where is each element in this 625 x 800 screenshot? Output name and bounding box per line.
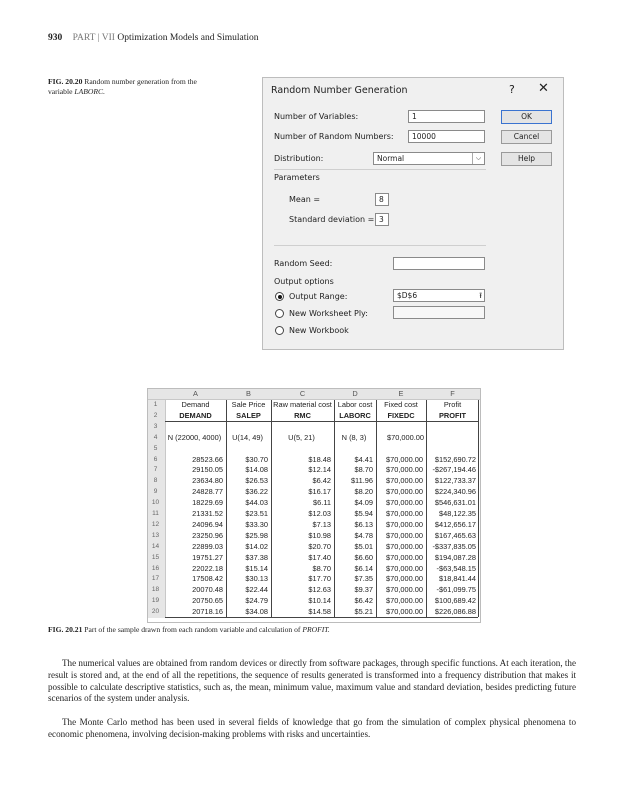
table-cell[interactable]: -$63,548.15	[436, 563, 476, 573]
row-header[interactable]: 20	[151, 608, 160, 616]
num-variables-label: Number of Variables:	[274, 112, 359, 121]
header-cell[interactable]: LABORC	[339, 410, 371, 420]
row-header[interactable]: 5	[153, 444, 158, 452]
table-cell[interactable]: $9.37	[354, 585, 373, 595]
num-random-label: Number of Random Numbers:	[274, 132, 394, 141]
table-cell[interactable]: 22899.03	[192, 541, 223, 551]
table-cell[interactable]: $70,000.00	[386, 607, 423, 617]
help-question-icon[interactable]: ?	[509, 83, 515, 96]
dialog-title: Random Number Generation	[271, 85, 408, 96]
figure-text: Part of the sample drawn from each random variable and calculation of	[84, 625, 301, 634]
row-header[interactable]: 18	[151, 586, 160, 594]
table-cell[interactable]: -$61,099.75	[436, 585, 476, 595]
output-options-label: Output options	[274, 277, 334, 286]
table-cell[interactable]: $70,000.00	[386, 465, 423, 475]
table-cell[interactable]: $6.42	[312, 476, 331, 486]
table-cell[interactable]: 28523.66	[192, 454, 223, 464]
cell-border	[271, 400, 272, 617]
table-cell[interactable]: $167,465.63	[434, 530, 476, 540]
table-cell[interactable]: 20070.48	[192, 585, 223, 595]
table-cell[interactable]: $18.48	[308, 454, 331, 464]
table-cell[interactable]: $6.13	[354, 519, 373, 529]
table-cell[interactable]: $25.98	[245, 530, 268, 540]
row-header[interactable]: 8	[153, 477, 158, 485]
table-cell[interactable]: $16.17	[308, 487, 331, 497]
figure-variable: PROFIT.	[302, 625, 330, 634]
parameters-label: Parameters	[274, 173, 320, 182]
table-cell[interactable]: $11.96	[350, 476, 373, 486]
table-cell[interactable]: $4.09	[354, 498, 373, 508]
divider	[274, 169, 486, 170]
table-cell[interactable]: $4.41	[354, 454, 373, 464]
row-header[interactable]: 3	[153, 422, 158, 430]
table-cell[interactable]: $412,656.17	[434, 519, 476, 529]
table-cell[interactable]: 24828.77	[192, 487, 223, 497]
table-cell[interactable]: $36.22	[245, 487, 268, 497]
distribution-cell[interactable]: N (22000, 4000)	[167, 432, 222, 442]
table-cell[interactable]: $226,086.88	[434, 607, 476, 617]
figure-label: FIG. 20.20	[48, 77, 83, 86]
table-cell[interactable]: $70,000.00	[386, 541, 423, 551]
mean-label: Mean =	[289, 195, 321, 204]
table-cell[interactable]: $546,631.01	[434, 498, 476, 508]
header-cell[interactable]: PROFIT	[438, 410, 467, 420]
table-cell[interactable]: $8.20	[354, 487, 373, 497]
header-cell[interactable]: Fixed cost	[384, 400, 418, 409]
part-label: PART | VII	[72, 33, 115, 43]
table-cell[interactable]: $22.44	[245, 585, 268, 595]
table-cell[interactable]: $4.78	[354, 530, 373, 540]
table-cell[interactable]: $37.38	[245, 552, 268, 562]
table-cell[interactable]: 23634.80	[192, 476, 223, 486]
output-range-label: Output Range:	[289, 292, 348, 301]
table-cell[interactable]: $17.40	[308, 552, 331, 562]
row-header[interactable]: 14	[151, 542, 160, 550]
cell-border	[226, 400, 227, 617]
cell-border	[334, 400, 335, 617]
table-cell[interactable]: -$267,194.46	[432, 465, 476, 475]
table-cell[interactable]: $48,122.35	[439, 509, 476, 518]
table-cell[interactable]: $15.14	[245, 563, 268, 573]
table-cell[interactable]: $5.01	[354, 541, 373, 551]
paragraph-2: The Monte Carlo method has been used in several fields of knowledge that go from the simulation of complex physical phenomena to economic phenomena, involving decision-making problems with risks and uncertainties.	[48, 717, 576, 739]
header-cell[interactable]: Raw material cost	[273, 400, 332, 409]
table-cell[interactable]: $17.70	[308, 574, 331, 584]
table-cell[interactable]: $70,000.00	[386, 585, 423, 595]
chapter-title: Optimization Models and Simulation	[117, 33, 259, 43]
table-cell[interactable]: $5.21	[354, 607, 373, 617]
table-cell[interactable]: 17508.42	[192, 574, 223, 584]
table-cell[interactable]: $224,340.96	[434, 487, 476, 497]
new-sheet-radio[interactable]	[275, 309, 284, 318]
row-header[interactable]: 12	[151, 520, 160, 528]
figure-20-20-caption	[48, 77, 223, 97]
chevron-down-icon[interactable]: ⌵	[472, 153, 484, 164]
header-cell[interactable]: RMC	[294, 410, 311, 420]
table-cell[interactable]: $5.94	[354, 509, 373, 518]
new-workbook-radio[interactable]	[275, 326, 284, 335]
cell-border	[478, 400, 479, 617]
sd-label: Standard deviation =	[289, 215, 375, 224]
header-cell[interactable]: DEMAND	[179, 410, 212, 420]
table-cell[interactable]: $8.70	[312, 563, 331, 573]
ok-button[interactable]: OK	[501, 110, 552, 124]
cell-border	[165, 421, 478, 422]
table-cell[interactable]: $70,000.00	[386, 530, 423, 540]
column-header[interactable]: A	[193, 389, 198, 398]
table-cell[interactable]: $44.03	[245, 498, 268, 508]
table-cell[interactable]: 20750.65	[192, 596, 223, 606]
seed-input[interactable]	[393, 257, 485, 270]
table-cell[interactable]: $6.60	[354, 552, 373, 562]
figure-20-21-caption	[48, 625, 330, 634]
table-cell[interactable]: 19751.27	[192, 552, 223, 562]
column-header[interactable]: E	[398, 389, 404, 398]
row-header[interactable]: 11	[152, 510, 159, 517]
table-cell[interactable]: -$337,835.05	[432, 541, 476, 551]
output-range-input[interactable]	[393, 289, 485, 302]
table-cell[interactable]: $14.02	[245, 541, 268, 551]
table-cell[interactable]: $24.79	[245, 596, 268, 606]
table-cell[interactable]: $10.14	[308, 596, 331, 606]
figure-text: Random number generation from the variable	[48, 77, 197, 96]
table-cell[interactable]: $6.14	[354, 563, 373, 573]
table-cell[interactable]: $100,689.42	[434, 596, 476, 606]
table-cell[interactable]: $7.35	[354, 574, 373, 584]
divider	[274, 245, 486, 246]
cell-border	[165, 617, 478, 618]
new-workbook-label: New Workbook	[289, 326, 349, 335]
row-header[interactable]: 2	[153, 411, 158, 419]
table-cell[interactable]: $70,000.00	[386, 454, 423, 464]
column-header[interactable]: B	[246, 389, 251, 398]
column-header[interactable]: D	[352, 389, 358, 398]
table-cell[interactable]: 21331.52	[192, 509, 223, 518]
row-header[interactable]: 13	[151, 531, 160, 539]
table-cell[interactable]: $23.51	[245, 509, 268, 518]
cell-border	[376, 400, 377, 617]
table-cell[interactable]: $70,000.00	[386, 552, 423, 562]
row-header[interactable]: 19	[151, 597, 160, 605]
distribution-cell[interactable]: N (8, 3)	[341, 432, 367, 442]
output-range-value: $D$6	[397, 291, 418, 300]
column-header[interactable]: C	[299, 389, 306, 398]
table-cell[interactable]: $33.30	[245, 519, 268, 529]
distribution-value: Normal	[377, 154, 405, 163]
sd-input[interactable]: 3	[375, 213, 389, 226]
header-cell[interactable]: Sale Price	[231, 400, 266, 409]
table-cell[interactable]: $194,087.28	[434, 552, 476, 562]
table-cell[interactable]: $70,000.00	[386, 498, 423, 508]
spreadsheet	[147, 388, 481, 623]
table-cell[interactable]: $14.08	[245, 465, 268, 475]
table-cell[interactable]: $70,000.00	[386, 596, 423, 606]
mean-input[interactable]: 8	[375, 193, 389, 206]
page-number: 930	[48, 33, 63, 43]
row-header[interactable]: 7	[153, 466, 158, 474]
random-number-generation-dialog	[262, 77, 564, 350]
table-cell[interactable]: 22022.18	[192, 563, 223, 573]
running-header	[48, 33, 259, 43]
table-cell[interactable]: $10.98	[308, 530, 331, 540]
table-cell[interactable]: $8.70	[354, 465, 373, 475]
header-cell[interactable]: Labor cost	[337, 400, 373, 409]
row-header[interactable]: 10	[151, 499, 160, 507]
table-cell[interactable]: $26.53	[245, 476, 268, 486]
row-header[interactable]: 4	[153, 433, 158, 441]
row-header[interactable]: 15	[151, 553, 160, 561]
row-header[interactable]: 17	[151, 575, 160, 583]
new-sheet-label: New Worksheet Ply:	[289, 309, 368, 318]
table-cell[interactable]: $152,690.72	[434, 454, 476, 464]
paragraph-1: The numerical values are obtained from random devices or directly from software packages, through specific functions. At each iteration, the result is stored and, at the end of all the repetitions, the sequence of results generated is transformed into a frequency distribution that makes it possible to calculate descriptive statistics, such as, the mean, minimum value, maximum value and standard deviation, besides predicting future scenarios of the system under analysis.	[48, 658, 576, 704]
distribution-cell[interactable]: U(14, 49)	[232, 432, 263, 442]
collapse-dialog-icon[interactable]: ⭱	[479, 291, 482, 300]
table-cell[interactable]: $6.42	[354, 596, 373, 606]
cell-border	[426, 400, 427, 617]
table-cell[interactable]: $30.70	[245, 454, 268, 464]
row-header[interactable]: 16	[151, 564, 160, 572]
output-range-radio[interactable]	[275, 292, 284, 301]
table-cell[interactable]: 23250.96	[192, 530, 223, 540]
new-sheet-input[interactable]	[393, 306, 485, 319]
header-cell[interactable]: Profit	[443, 400, 462, 409]
table-cell[interactable]: 18229.69	[192, 498, 223, 508]
table-cell[interactable]: $122,733.37	[434, 476, 476, 486]
table-cell[interactable]: $14.58	[308, 607, 331, 617]
table-cell[interactable]: $7.13	[312, 519, 331, 529]
figure-variable: LABORC.	[74, 87, 105, 96]
help-button[interactable]: Help	[501, 152, 552, 166]
num-random-input[interactable]: 10000	[408, 130, 485, 143]
table-cell[interactable]: $70,000.00	[386, 487, 423, 497]
table-cell[interactable]: $12.03	[308, 509, 331, 518]
table-cell[interactable]: 29150.05	[192, 465, 223, 475]
table-cell[interactable]: $34.08	[245, 607, 268, 617]
cancel-button[interactable]: Cancel	[501, 130, 552, 144]
table-cell[interactable]: $70,000.00	[386, 563, 423, 573]
distribution-label: Distribution:	[274, 154, 324, 163]
table-cell[interactable]: $12.14	[308, 465, 331, 475]
row-header[interactable]: 9	[153, 488, 158, 496]
header-cell[interactable]: SALEP	[236, 410, 261, 420]
table-cell[interactable]: $18,841.44	[439, 574, 476, 584]
table-cell[interactable]: 20718.16	[192, 607, 223, 617]
column-header[interactable]: F	[450, 389, 455, 398]
table-cell[interactable]: $30.13	[245, 574, 268, 584]
table-cell[interactable]: $70,000.00	[386, 476, 423, 486]
table-cell[interactable]: $6.11	[313, 498, 331, 508]
distribution-cell[interactable]: U(5, 21)	[288, 432, 315, 442]
row-header[interactable]: 1	[153, 401, 158, 408]
distribution-select[interactable]	[373, 152, 485, 165]
header-cell[interactable]: FIXEDC	[387, 410, 415, 420]
table-cell[interactable]: 24096.94	[192, 519, 223, 529]
table-cell[interactable]: $70,000.00	[386, 519, 423, 529]
close-icon[interactable]: ✕	[538, 81, 549, 96]
table-cell[interactable]: $20.70	[308, 541, 331, 551]
seed-label: Random Seed:	[274, 259, 333, 268]
row-header[interactable]: 6	[153, 455, 158, 463]
table-cell[interactable]: $70,000.00	[386, 574, 423, 584]
table-cell[interactable]: $70,000.00	[386, 509, 423, 518]
num-variables-input[interactable]: 1	[408, 110, 485, 123]
header-cell[interactable]: Demand	[181, 400, 210, 409]
distribution-cell[interactable]: $70,000.00	[387, 432, 424, 442]
figure-label: FIG. 20.21	[48, 625, 83, 634]
table-cell[interactable]: $12.63	[308, 585, 331, 595]
